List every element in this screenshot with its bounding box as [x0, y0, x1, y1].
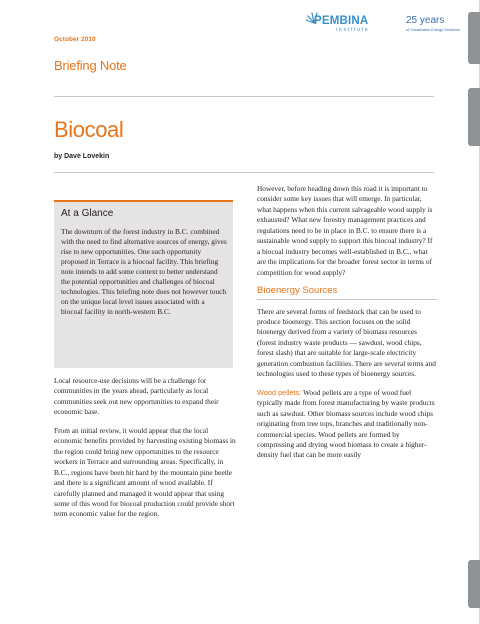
paragraph: However, before heading down this road it is important to consider some key issues that will emerge. In particular, what happens when this current salvageable wood supply is exhausted? What new forestry management practices and regulations need to be in place in B.C. to ensure there is a sustainable wood supply to support this biocoal industry? If a biocoal industry becomes well-established in B.C., what are the implications for the broader forest sector in terms of competition for wood supply?: [257, 184, 433, 277]
right-column: [257, 184, 437, 469]
logo-name: PEMBINA: [314, 15, 369, 27]
page-edge-tab: [468, 560, 480, 608]
paragraph: [257, 388, 437, 461]
byline: by Dave Lovekin: [54, 153, 110, 160]
at-a-glance-body: The downturn of the forest industry in B.C. combined with the need to find alternative sources of energy, gives rise to new opportunities. One such opportunity proposed in Terrace is a biocoal facility. This briefing note intends to add some context to better understand the potential opportunities and challenges of biocoal technologies. This briefing note does not however touch on the unique local level issues associated with a biocoal facility in north-western B.C.: [61, 227, 227, 316]
page-edge-tab: [468, 12, 480, 64]
logo-tagline: of Sustainable Energy Solutions: [406, 28, 460, 32]
paragraph: There are several forms of feedstock that can be used to produce bioenergy. This section focuses on the solid bioenergy derived from a variety of biomass resources (forest industry waste products — sawdust, wood chips, forest slash) that are suitable for large-scale electricity generation combustion facilities. There are several terms and technologies used to these types of bioenergy sources.: [257, 306, 436, 379]
page-edge-tab: [468, 88, 480, 146]
paragraph: From an initial review, it would appear that the local economic benefits provided by harvesting existing biomass in the region could bring new opportunities to the resource workers in Terrace and surrounding areas. Specifically, in B.C., regions have been hit hard by the mountain pine beetle and there is a significant amount of wood available. If carefully planned and managed it would appear that using some of this wood for biocoal production could provide short term economic value for the region.: [54, 425, 236, 519]
term-label: Wood pellets:: [257, 387, 302, 397]
term-body: Wood pellets are a type of wood fuel typically made from forest manufacturing by waste products such as sawdust. Other biomass sources include wood chips originating from tree tops, branches and traditionally non-commercial species. Wood pellets are formed by compressing and drying wood biomass to create a higher-density fuel that can be more easily: [257, 387, 435, 460]
logo-subtitle: institute: [336, 27, 370, 33]
divider: [54, 96, 434, 97]
logo-years: 25 years: [406, 15, 445, 26]
publication-date: October 2010: [54, 36, 96, 43]
pembina-logo: [314, 15, 464, 39]
document-title: Biocoal: [54, 117, 124, 142]
paragraph: Local resource-use decisions will be a challenge for communities in the years ahead, particularly as local communities seek out new opportunities to expand their economic base.: [54, 376, 219, 417]
at-a-glance-title: At a Glance: [61, 208, 114, 219]
document-type: Briefing Note: [54, 58, 127, 73]
at-a-glance-box: [54, 200, 233, 368]
left-column: [54, 376, 238, 528]
divider: [54, 172, 434, 173]
section-heading: Bioenergy Sources: [257, 285, 338, 297]
divider: [257, 299, 437, 300]
